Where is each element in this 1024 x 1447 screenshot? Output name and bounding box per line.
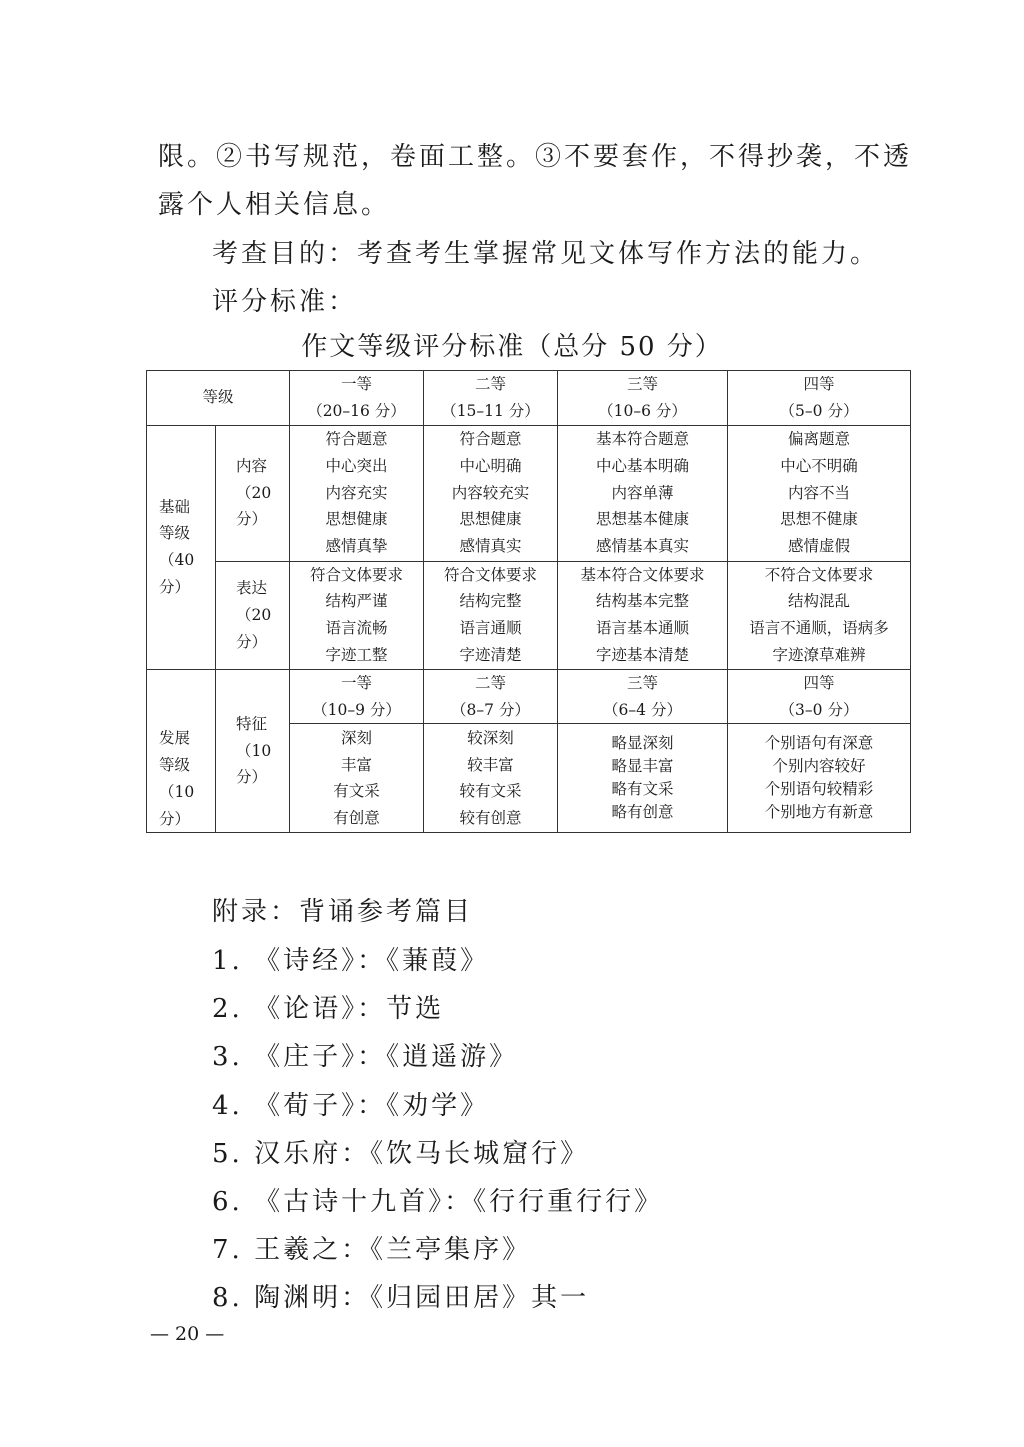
content-cell: 偏离题意 中心不明确 内容不当 思想不健康 感情虚假 [728, 425, 911, 561]
basic-level-label: 基础 等级 （40 分） [147, 425, 216, 669]
dev-grade-header: 四等 （3–0 分） [728, 669, 911, 724]
header-level-label: 等级 [147, 371, 290, 426]
exam-purpose: 考查目的：考查考生掌握常见文体写作方法的能力。 [212, 239, 880, 269]
paragraph-line: 露个人相关信息。 [158, 190, 391, 220]
feature-cell: 深刻 丰富 有文采 有创意 [290, 724, 424, 833]
expression-row [147, 561, 911, 669]
content-row [147, 425, 911, 561]
grade-header: 一等 （20–16 分） [290, 371, 424, 426]
appendix-item: 2. 《论语》：节选 [212, 994, 445, 1024]
appendix-item: 1. 《诗经》：《蒹葭》 [212, 946, 490, 976]
expression-cell: 符合文体要求 结构完整 语言通顺 字迹清楚 [424, 561, 558, 669]
content-cell: 基本符合题意 中心基本明确 内容单薄 思想基本健康 感情基本真实 [558, 425, 728, 561]
dev-grade-header: 一等 （10–9 分） [290, 669, 424, 724]
feature-label: 特征 （10 分） [216, 669, 290, 833]
feature-cell: 个别语句有深意 个别内容较好 个别语句较精彩 个别地方有新意 [728, 724, 911, 833]
content-cell: 符合题意 中心明确 内容较充实 思想健康 感情真实 [424, 425, 558, 561]
content-label: 内容 （20 分） [216, 425, 290, 561]
dev-header-row [147, 669, 911, 724]
expression-cell: 不符合文体要求 结构混乱 语言不通顺，语病多 字迹潦草难辨 [728, 561, 911, 669]
table-title: 作文等级评分标准（总分 50 分） [301, 332, 723, 362]
expression-cell: 基本符合文体要求 结构基本完整 语言基本通顺 字迹基本清楚 [558, 561, 728, 669]
grading-table [146, 370, 911, 833]
dev-grade-header: 二等 （8–7 分） [424, 669, 558, 724]
grade-header: 二等 （15–11 分） [424, 371, 558, 426]
feature-cell: 较深刻 较丰富 较有文采 较有创意 [424, 724, 558, 833]
appendix-item: 4. 《荀子》：《劝学》 [212, 1091, 490, 1121]
page-number: — 20 — [150, 1323, 225, 1345]
paragraph-line: 限。②书写规范，卷面工整。③不要套作，不得抄袭，不透 [158, 142, 913, 172]
appendix-item: 7. 王羲之：《兰亭集序》 [212, 1235, 532, 1265]
expression-label: 表达 （20 分） [216, 561, 290, 669]
appendix-item: 8. 陶渊明：《归园田居》其一 [212, 1283, 590, 1313]
appendix-title: 附录：背诵参考篇目 [212, 897, 474, 927]
feature-cell: 略显深刻 略显丰富 略有文采 略有创意 [558, 724, 728, 833]
expression-cell: 符合文体要求 结构严谨 语言流畅 字迹工整 [290, 561, 424, 669]
grade-header: 三等 （10–6 分） [558, 371, 728, 426]
dev-grade-header: 三等 （6–4 分） [558, 669, 728, 724]
table-header-row [147, 371, 911, 426]
appendix-item: 6. 《古诗十九首》：《行行重行行》 [212, 1187, 664, 1217]
appendix-item: 5. 汉乐府：《饮马长城窟行》 [212, 1139, 590, 1169]
grade-header: 四等 （5–0 分） [728, 371, 911, 426]
criteria-label: 评分标准： [212, 287, 358, 317]
appendix-item: 3. 《庄子》：《逍遥游》 [212, 1042, 519, 1072]
dev-level-label: 发展 等级 （10 分） [147, 669, 216, 833]
content-cell: 符合题意 中心突出 内容充实 思想健康 感情真挚 [290, 425, 424, 561]
